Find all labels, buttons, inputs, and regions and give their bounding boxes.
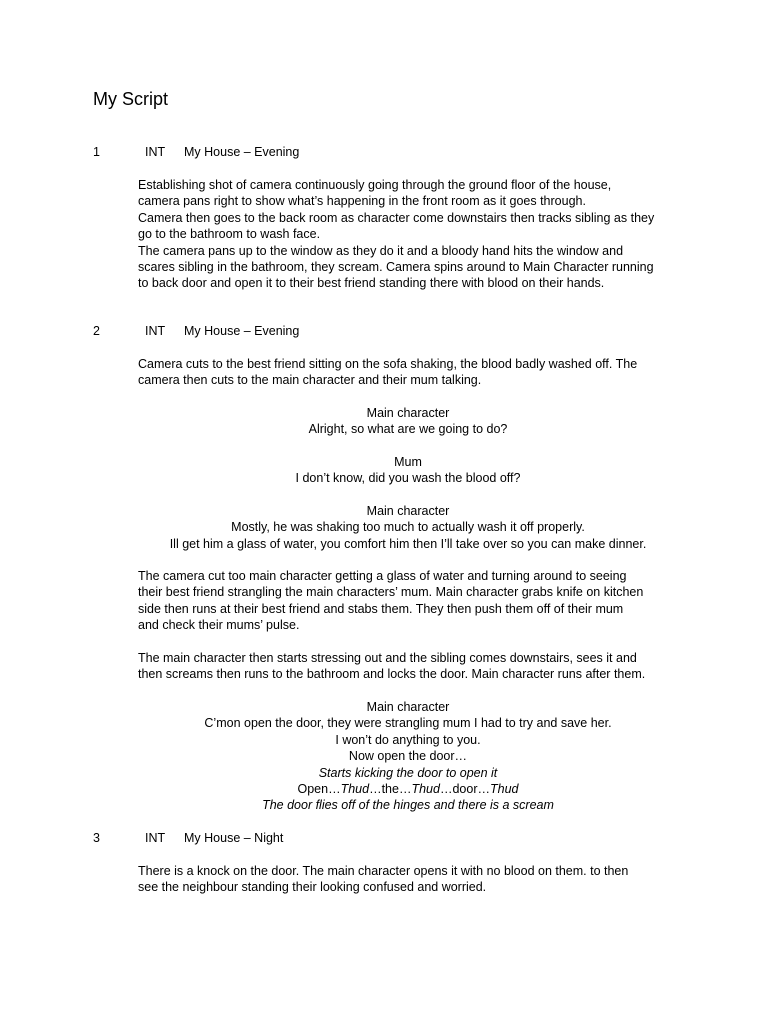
thud-part: …the… [369, 782, 412, 797]
stage-direction: Starts kicking the door to open it [318, 765, 498, 780]
dialogue-speaker: Main character [366, 700, 450, 714]
scene-2-action-3 [138, 650, 678, 683]
action-line: The main character then starts stressing out and the sibling comes downstairs, sees it and [138, 651, 637, 665]
dialogue-line: Ill get him a glass of water, you comfort him then I’ll take over so you can make dinner. [169, 536, 647, 551]
dialogue-block [138, 699, 678, 814]
scene-int: INT [145, 324, 166, 338]
scene-int: INT [145, 145, 166, 159]
thud-part: Thud [411, 782, 440, 797]
scene-location: My House – Night [184, 831, 284, 845]
action-line: camera pans right to show what’s happening in the front room as it goes through. [138, 194, 586, 209]
scene-location: My House – Evening [184, 145, 300, 159]
page-title: My Script [93, 89, 169, 109]
thud-part: …door… [439, 782, 490, 797]
dialogue-block [138, 503, 678, 552]
action-line: Establishing shot of camera continuously going through the ground floor of the house, [138, 178, 612, 192]
action-line: Camera then goes to the back room as character come downstairs then tracks sibling as they [138, 210, 655, 225]
action-line: Camera cuts to the best friend sitting on the sofa shaking, the blood badly washed off. The [138, 357, 638, 371]
scene-int: INT [145, 831, 166, 845]
thud-part: Open… [297, 782, 341, 797]
scene-2-action-2 [138, 568, 678, 634]
dialogue-speaker: Main character [366, 504, 450, 518]
action-line: scares sibling in the bathroom, they scream. Camera spins around to Main Character running [138, 260, 654, 275]
dialogue-line: I won’t do anything to you. [335, 732, 481, 747]
thud-part: Thud [490, 782, 519, 797]
scene-1-action [138, 177, 678, 292]
scene-number: 3 [93, 831, 100, 845]
scene-3-action [138, 863, 678, 896]
dialogue-line: I don’t know, did you wash the blood off? [295, 471, 521, 486]
dialogue-block [138, 454, 678, 487]
stage-direction: The door flies off of the hinges and there is a scream [262, 798, 554, 813]
thud-line [138, 781, 678, 797]
dialogue-line: C’mon open the door, they were strangling mum I had to try and save her. [204, 716, 612, 731]
action-line: go to the bathroom to wash face. [138, 227, 321, 242]
action-line: side then runs at their best friend and stabs them. They then push them off of their mum [138, 601, 624, 616]
scene-number: 1 [93, 145, 100, 159]
action-line: their best friend strangling the main characters’ mum. Main character grabs knife on kitchen [138, 585, 644, 600]
dialogue-speaker: Mum [394, 455, 422, 469]
scene-location: My House – Evening [184, 324, 300, 338]
action-line: There is a knock on the door. The main character opens it with no blood on them. to then [138, 864, 629, 878]
action-line: The camera cut too main character getting a glass of water and turning around to seeing [138, 569, 627, 583]
dialogue-line: Alright, so what are we going to do? [308, 422, 508, 437]
dialogue-line: Now open the door… [348, 749, 468, 764]
thud-part: Thud [340, 782, 370, 797]
action-line: and check their mums’ pulse. [138, 618, 300, 633]
action-line: then screams then runs to the bathroom and locks the door. Main character runs after them. [138, 667, 646, 682]
action-line: to back door and open it to their best friend standing there with blood on their hands. [138, 276, 605, 291]
scene-2-action-1 [138, 356, 678, 389]
scene-number: 2 [93, 324, 100, 338]
action-line: camera then cuts to the main character and their mum talking. [138, 373, 482, 388]
dialogue-speaker: Main character [366, 406, 450, 420]
action-line: see the neighbour standing their looking confused and worried. [138, 880, 487, 895]
action-line: The camera pans up to the window as they do it and a bloody hand hits the window and [138, 243, 624, 258]
dialogue-block [138, 405, 678, 438]
dialogue-line: Mostly, he was shaking too much to actually wash it off properly. [231, 520, 585, 535]
